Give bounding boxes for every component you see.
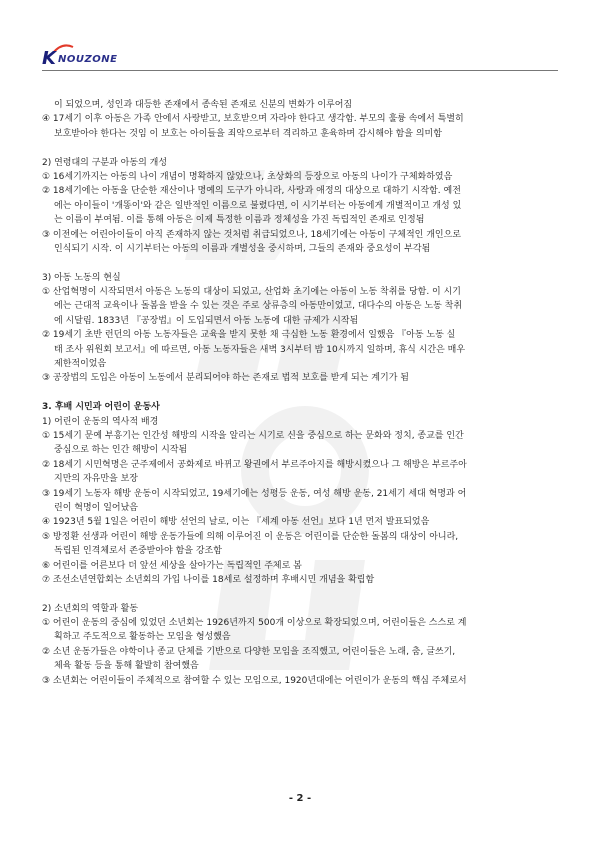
text-line: ① 15세기 문예 부흥기는 인간성 해방의 시작을 알리는 시기로 신을 중심으로 하는 문화와 정치, 종교를 인간 [42,430,464,441]
text-line: 획하고 주도적으로 활동하는 모임을 형성했음 [54,632,231,643]
header-divider [42,70,558,71]
text-line: ② 소년 운동가들은 야학이나 종교 단체를 기반으로 다양한 모임을 조직했고, 어린이들은 노래, 춤, 글쓰기, [42,646,456,657]
text-line: 독립된 인격체로서 존중받아야 함을 강조함 [54,546,222,557]
paragraph-spacer [42,256,558,270]
text-line: 2) 연령대의 구분과 아동의 개성 [42,157,168,168]
text-line: ③ 공장법의 도입은 아동이 노동에서 분리되어야 하는 존재로 법적 보호를 받게 되는 계기가 됨 [42,373,409,384]
text-line: 2) 소년회의 역할과 활동 [42,603,139,614]
text-line: ④ 1923년 5월 1일은 어린이 해방 선언의 날로, 이는 『세계 아동 선언』보다 1년 먼저 발표되었음 [42,517,430,528]
paragraph-spacer [42,141,558,155]
text-line: ④ 17세기 이후 아동은 가족 안에서 사랑받고, 보호받으며 자라야 한다고 생각함. 부모의 훌륭 속에서 특별히 [42,114,464,125]
text-line: 태 조사 위원회 보고서』에 따르면, 아동 노동자들은 새벽 3시부터 밤 10시까지 일하며, 휴식 시간은 매우 [54,344,466,355]
text-line: ⑦ 조선소년연합회는 소년회의 가입 나이를 18세로 설정하며 후배시민 개념을 확립함 [42,574,375,585]
text-line: 에는 근대적 교육이나 돌봄을 받을 수 있는 것은 주로 상류층의 아동만이었고, 대다수의 아동은 노동 착취 [54,301,463,312]
text-line: ② 18세기에는 아동을 단순한 재산이나 명예의 도구가 아니라, 사랑과 애정의 대상으로 대하기 시작함. 예전 [42,186,461,197]
text-line: 3. 후배 시민과 어린이 운동사 [42,402,160,413]
text-line: 3) 아동 노동의 현실 [42,272,121,283]
text-line: ① 어린이 운동의 중심에 있었던 소년회는 1926년까지 500개 이상으로 확장되었으며, 어린이들은 스스로 계 [42,618,467,629]
logo-letter-k: K [42,48,55,69]
text-line: 지만의 자유만을 보장 [54,474,138,485]
knouzone-logo [42,48,172,70]
text-line: ③ 19세기 노동자 해방 운동이 시작되었고, 19세기에는 성평등 운동, 여성 해방 운동, 21세기 세대 혁명과 어 [42,488,467,499]
text-line: 는 이름이 부여됨. 이를 통해 아동은 이제 특정한 이름과 정체성을 가진 독립적인 존재로 인정됨 [54,215,425,226]
text-line: 1) 어린이 운동의 역사적 배경 [42,416,159,427]
text-line: 이 되었으며, 성인과 대등한 존재에서 종속된 존재로 신분의 변화가 이루어짐 [54,100,353,110]
text-line: ② 19세기 초반 런던의 아동 노동자들은 교육을 받지 못한 채 극심한 노동 환경에서 일했음 『아동 노동 실 [42,330,456,341]
text-line: 보호받아야 한다는 것임 이 보호는 아이들을 죄악으로부터 격리하고 훈육하며 감시해야 함을 의미함 [54,128,442,139]
text-line: 에는 아이들이 '개똥이'와 같은 일반적인 이름으로 불렸다면, 이 시기부터는 아동에게 개별적이고 개성 있 [54,200,462,211]
text-line: 에 시달림. 1833년 『공장법』이 도입되면서 아동 노동에 대한 규제가 시작됨 [54,315,359,326]
text-line: ⑥ 어린이를 어른보다 더 앞선 세상을 살아가는 독립적인 주체로 봄 [42,560,302,571]
text-line: ③ 이전에는 어린아이들이 아직 존재하지 않는 것처럼 취급되었으나, 18세기에는 아동이 구체적인 개인으로 [42,229,462,240]
paragraph-spacer [42,386,558,400]
text-line: ⑤ 방정환 선생과 어린이 해방 운동가들에 의해 이루어진 이 운동은 어린이를 단순한 돌봄의 대상이 아니라, [42,531,459,542]
document-body [42,98,558,688]
text-line: ② 18세기 시민혁명은 군주제에서 공화제로 바뀌고 왕권에서 부르주아지를 해방시켰으나 그 해방은 부르주아 [42,459,467,470]
text-line: 제한적이었음 [54,359,107,370]
text-line: ① 산업혁명이 시작되면서 아동은 노동의 대상이 되었고, 산업화 초기에는 아동이 노동 착취를 당함. 이 시기 [42,287,461,298]
text-line: 중심으로 하는 인간 해방이 시작됨 [54,445,188,456]
text-line: ③ 소년회는 어린이들이 주체적으로 참여할 수 있는 모임으로, 1920년대에는 어린이가 운동의 핵심 주체로서 [42,675,467,686]
text-line: 체육 활동 등을 통해 활발히 참여했음 [54,661,199,672]
logo-wordmark: NOUZONE [58,54,118,65]
text-line: 인식되기 시작. 이 시기부터는 아동의 이름과 개별성을 중시하며, 그들의 존재와 중요성이 부각됨 [54,243,431,254]
logo-swoosh-icon [52,44,74,54]
text-line: 린이 혁명이 일어났음 [54,502,138,513]
paragraph-spacer [42,587,558,601]
page-number: - 2 - [288,793,312,804]
text-line: ① 16세기까지는 아동의 나이 개념이 명확하지 않았으나, 초상화의 등장으로 아동의 나이가 구체화하였음 [42,171,453,182]
